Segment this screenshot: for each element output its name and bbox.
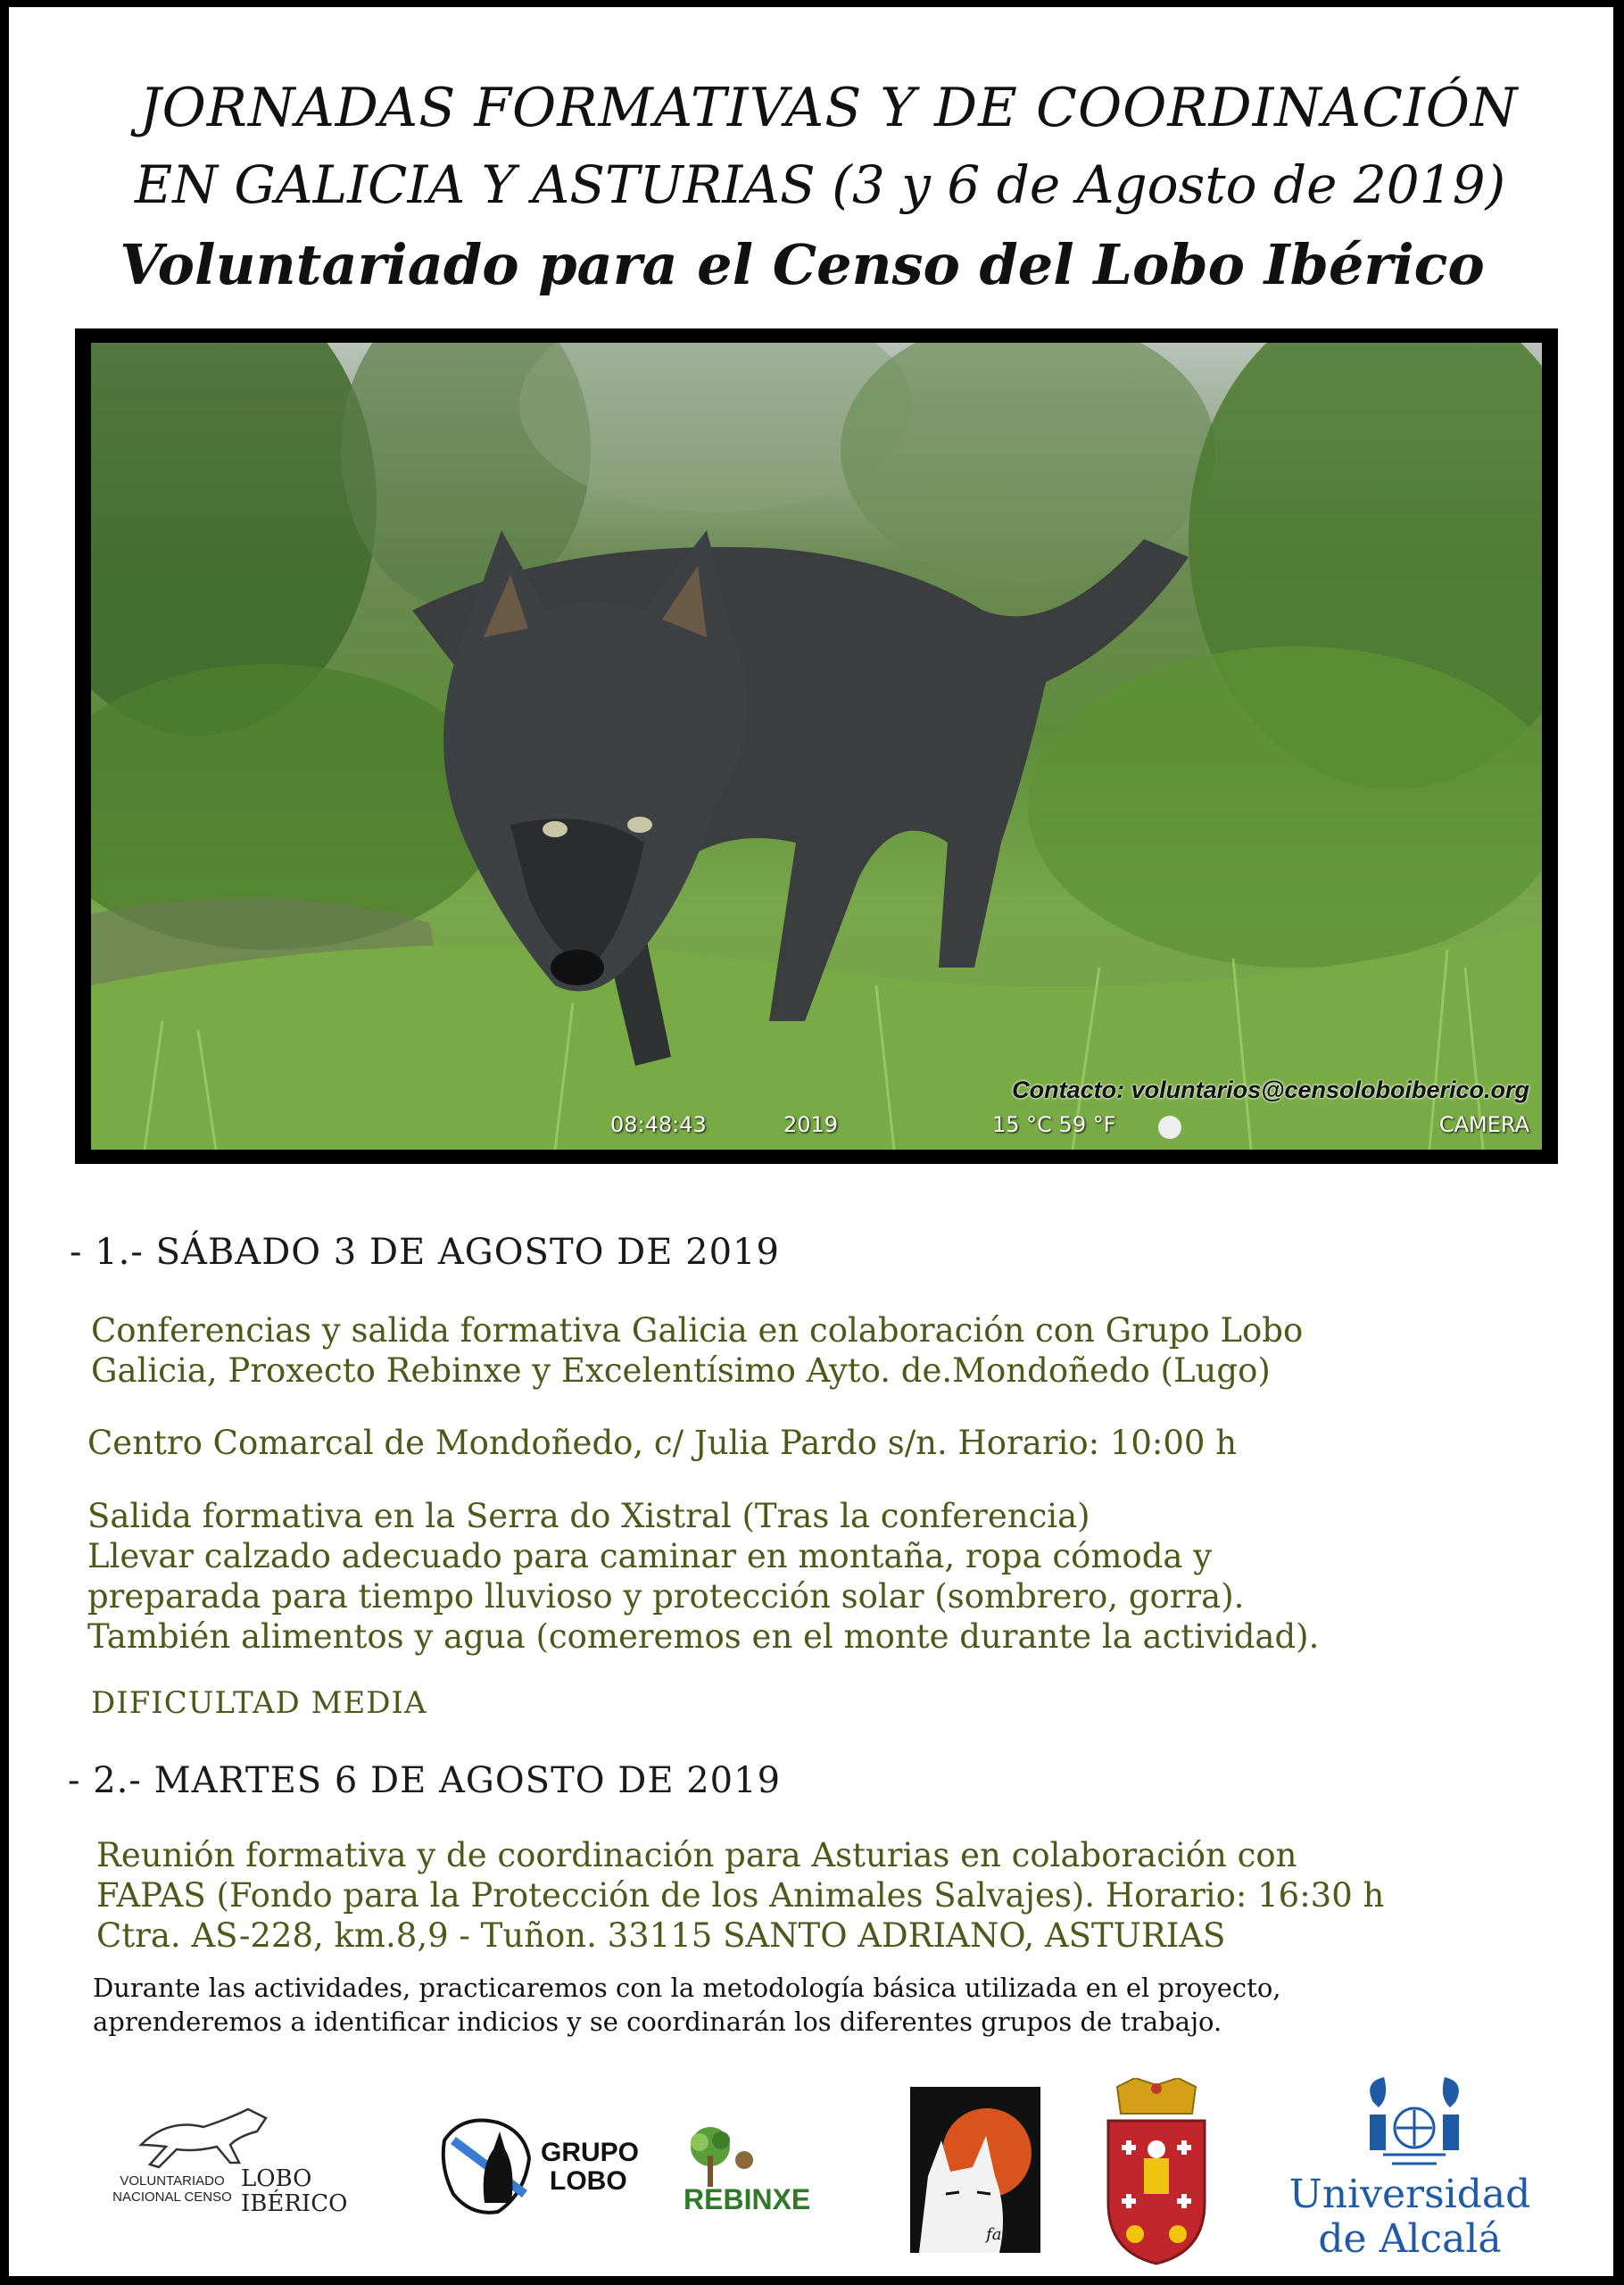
- wolf-illustration: [91, 343, 1542, 1150]
- day1-p3-line4: También alimentos y agua (comeremos en el monte durante la actividad).: [87, 1617, 1320, 1656]
- university-crest-icon: [1356, 2074, 1472, 2173]
- photo-timestamp: 08:48:43: [610, 1112, 707, 1137]
- photo-camera-label: CAMERA: [1438, 1112, 1529, 1137]
- photo-contact-email: Contacto: voluntarios@censoloboiberico.org: [1012, 1076, 1529, 1103]
- wolf-photo: [91, 343, 1542, 1150]
- photo-frame: [75, 328, 1558, 1164]
- activities-note: [93, 1971, 1281, 2039]
- title-line-2: EN GALICIA Y ASTURIAS (3 y 6 de Agosto de 2019): [134, 154, 1506, 215]
- day2-heading: - 2.- MARTES 6 DE AGOSTO DE 2019: [68, 1760, 782, 1801]
- logo-grupo-lobo: [435, 2105, 650, 2221]
- note-line1: Durante las actividades, practicaremos con la metodología básica utilizada en el proyecto,: [93, 1973, 1281, 2003]
- logo-mondonedo-shield: [1099, 2078, 1214, 2265]
- day1-p3-line3: preparada para tiempo lluvioso y protección solar (sombrero, gorra).: [87, 1577, 1245, 1616]
- photo-year: 2019: [783, 1112, 839, 1137]
- university-name: [1276, 2173, 1544, 2262]
- difficulty-label: DIFICULTAD MEDIA: [91, 1685, 427, 1721]
- day1-paragraph-3: [87, 1496, 1319, 1657]
- lobo-big-line1: LOBO: [241, 2165, 312, 2192]
- day2-p1-line3: Ctra. AS-228, km.8,9 - Tuñon. 33115 SANTO ADRIANO, ASTURIAS: [96, 1916, 1226, 1955]
- lobo-small-line1: VOLUNTARIADO: [120, 2173, 225, 2189]
- day1-paragraph-1: [91, 1310, 1303, 1391]
- running-wolf-icon: [132, 2100, 275, 2172]
- photo-temperature: 15 °C 59 °F: [992, 1112, 1116, 1137]
- day1-heading: - 1.- SÁBADO 3 DE AGOSTO DE 2019: [70, 1232, 780, 1273]
- day1-p3-line2: Llevar calzado adecuado para caminar en montaña, ropa cómoda y: [87, 1537, 1213, 1575]
- rebinxe-text: REBINXE: [684, 2183, 811, 2215]
- grupo-line2: LOBO: [550, 2166, 627, 2196]
- note-line2: aprenderemos a identificar indicios y se coordinarán los diferentes grupos de trabajo.: [93, 2007, 1222, 2037]
- grupo-lobo-text: [541, 2139, 639, 2196]
- logo-fapas: [910, 2087, 1040, 2253]
- day1-p1-line2: Galicia, Proxecto Rebinxe y Excelentísimo Ayto. de.Mondoñedo (Lugo): [91, 1351, 1271, 1390]
- logo-lobo-iberico: [105, 2100, 348, 2225]
- lobo-big-line2: IBÉRICO: [241, 2190, 348, 2217]
- galicia-map-wolf-icon: [435, 2105, 543, 2221]
- university-line2: de Alcalá: [1318, 2216, 1502, 2262]
- university-line1: Universidad: [1288, 2172, 1531, 2217]
- day1-location: Centro Comarcal de Mondoñedo, c/ Julia Pardo s/n. Horario: 10:00 h: [87, 1424, 1238, 1462]
- poster-page: [9, 7, 1613, 2276]
- logo-rebinxe: [684, 2124, 835, 2223]
- lobo-small-line2: NACIONAL CENSO: [112, 2189, 232, 2205]
- fapas-text: fapas: [986, 2225, 1030, 2244]
- day2-p1-line1: Reunión formativa y de coordinación para Asturias en colaboración con: [96, 1836, 1297, 1874]
- grupo-line1: GRUPO: [541, 2138, 640, 2167]
- lobo-small-text: [105, 2173, 239, 2206]
- title-line-1: JORNADAS FORMATIVAS Y DE COORDINACIÓN: [139, 77, 1519, 139]
- coat-of-arms-icon: [1099, 2078, 1214, 2265]
- day1-p1-line1: Conferencias y salida formativa Galicia en colaboración con Grupo Lobo: [91, 1311, 1304, 1350]
- moon-phase-icon: [1158, 1116, 1181, 1139]
- title-line-3: Voluntariado para el Censo del Lobo Ibérico: [120, 232, 1485, 297]
- logo-universidad-alcala: [1276, 2074, 1544, 2271]
- day2-p1-line2: FAPAS (Fondo para la Protección de los Animales Salvajes). Horario: 16:30 h: [96, 1876, 1385, 1915]
- day1-p3-line1: Salida formativa en la Serra do Xistral (Tras la conferencia): [87, 1497, 1090, 1535]
- day2-paragraph: [96, 1835, 1384, 1956]
- lobo-big-text: [241, 2166, 347, 2216]
- tree-icon: [684, 2124, 755, 2187]
